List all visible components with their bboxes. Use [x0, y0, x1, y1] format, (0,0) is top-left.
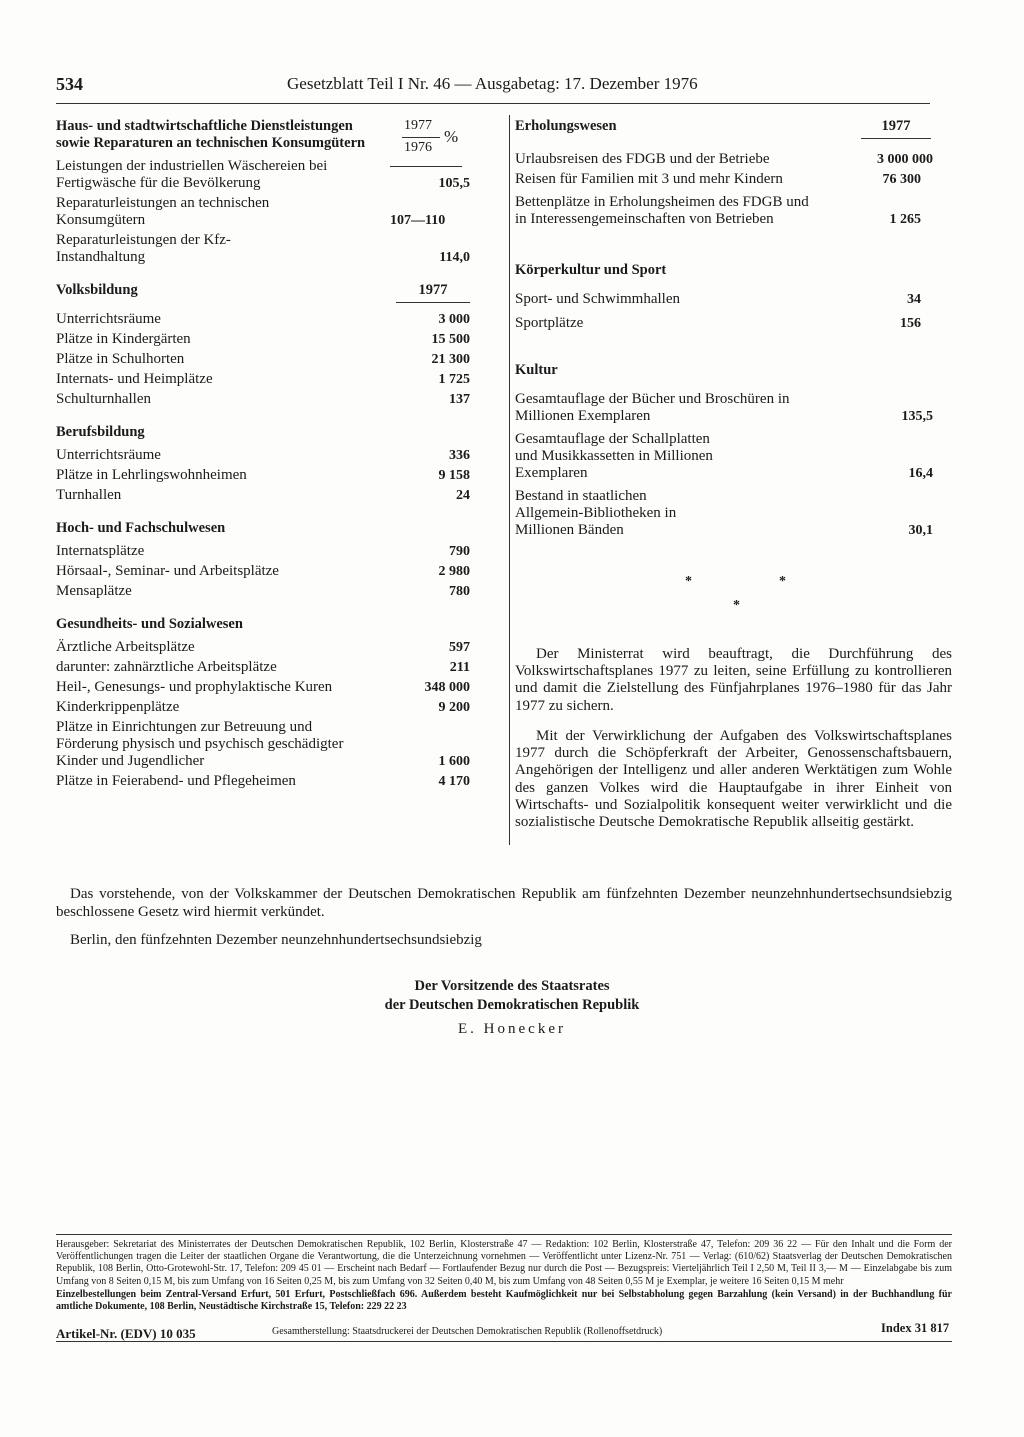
percent-sign: %	[444, 127, 459, 146]
row-label: Gesamtauflage der Bücher und Broschüren in Millionen Exemplaren	[515, 391, 790, 424]
row-value: 156	[900, 316, 921, 331]
row-label: Plätze in Schulhorten	[56, 351, 185, 367]
signature-block	[0, 977, 1024, 1015]
row-value: 107—110	[390, 213, 446, 228]
asterisk: *	[733, 598, 740, 613]
row-value: 135,5	[901, 409, 933, 424]
ratio-year-bottom: 1976	[404, 140, 432, 155]
section-erholungswesen	[515, 118, 933, 228]
row-value: 137	[449, 392, 470, 407]
row-label: Gesamtauflage der Schallplatten und Musikkassetten in Millionen Exemplaren	[515, 431, 713, 481]
section-heading: Haus- und stadtwirtschaftliche Dienstleistungen sowie Reparaturen an technischen Konsumgütern	[56, 118, 366, 151]
row-label: Hörsaal-, Seminar- und Arbeitsplätze	[56, 563, 279, 579]
row-label: Reisen für Familien mit 3 und mehr Kindern	[515, 171, 783, 187]
row-label: Ärztliche Arbeitsplätze	[56, 639, 195, 655]
table-row	[56, 487, 470, 504]
table-row	[515, 171, 933, 188]
row-label: Unterrichtsräume	[56, 447, 161, 463]
row-label: Plätze in Lehrlingswohnheimen	[56, 467, 247, 483]
ratio-bar	[402, 137, 440, 138]
ratio-header	[390, 118, 470, 160]
table-row	[56, 351, 470, 368]
row-label: Sport- und Schwimmhallen	[515, 291, 680, 307]
row-value: 114,0	[439, 250, 470, 265]
row-label: Reparaturleistungen an technischen Konsumgütern	[56, 195, 270, 228]
row-value: 1 265	[889, 212, 921, 227]
row-value: 790	[449, 544, 470, 559]
ratio-year-top: 1977	[404, 118, 432, 133]
table-row	[56, 447, 470, 464]
page-header	[56, 74, 926, 98]
row-value: 76 300	[882, 172, 921, 187]
row-value: 1 600	[438, 754, 470, 769]
row-value: 780	[449, 584, 470, 599]
row-label: Internats- und Heimplätze	[56, 371, 213, 387]
table-row	[515, 315, 933, 332]
section-volksbildung	[56, 282, 470, 408]
row-label: Plätze in Einrichtungen zur Betreuung und Förderung physisch und psychisch geschädigter Kinder und Jugendlicher	[56, 719, 344, 769]
row-value: 2 980	[438, 564, 470, 579]
row-label: Leistungen der industriellen Wäschereien bei Fertigwäsche für die Bevölkerung	[56, 158, 328, 191]
year-column-header	[396, 282, 470, 303]
row-label: Bestand in staatlichen Allgemein-Bibliotheken in Millionen Bänden	[515, 488, 677, 538]
section-heading: Berufsbildung	[56, 424, 145, 440]
section-hochschulwesen	[56, 520, 470, 600]
row-label: Heil-, Genesungs- und prophylaktische Kuren	[56, 679, 333, 695]
section-heading: Hoch- und Fachschulwesen	[56, 520, 226, 536]
section-heading: Volksbildung	[56, 282, 138, 298]
row-value: 21 300	[431, 352, 470, 367]
section-heading: Kultur	[515, 362, 558, 378]
imprint	[56, 1239, 952, 1313]
right-column	[515, 118, 933, 555]
table-row	[56, 563, 470, 580]
page-number: 534	[56, 74, 83, 94]
asterisk: *	[779, 574, 786, 589]
row-value: 3 000	[438, 312, 470, 327]
table-row	[56, 467, 470, 484]
column-divider	[509, 115, 510, 845]
section-kultur	[515, 362, 933, 539]
left-column	[56, 118, 470, 806]
section-haus	[56, 118, 470, 266]
section-koerperkultur	[515, 262, 933, 332]
row-label: Sportplätze	[515, 315, 584, 331]
year-column-header	[861, 118, 931, 139]
row-label: Plätze in Feierabend- und Pflegeheimen	[56, 773, 296, 789]
signature-title-line1: Der Vorsitzende des Staatsrates	[414, 978, 610, 994]
row-value: 24	[456, 488, 470, 503]
row-label: Plätze in Kindergärten	[56, 331, 191, 347]
row-value: 30,1	[908, 523, 933, 538]
row-label: Bettenplätze in Erholungsheimen des FDGB und in Interessengemeinschaften von Betrieben	[515, 194, 809, 227]
section-heading: Körperkultur und Sport	[515, 262, 667, 278]
row-label: Internatsplätze	[56, 543, 145, 559]
row-value: 4 170	[438, 774, 470, 789]
table-row	[515, 431, 933, 482]
row-value: 9 158	[438, 468, 470, 483]
year-label: 1977	[861, 118, 931, 139]
table-row	[56, 391, 470, 408]
row-value: 348 000	[424, 680, 470, 695]
signatory-name: E. Honecker	[458, 1021, 566, 1037]
row-value: 336	[449, 448, 470, 463]
table-row	[515, 151, 933, 168]
row-label: Reparaturleistungen der Kfz-Instandhaltung	[56, 232, 231, 265]
row-label: Urlaubsreisen des FDGB und der Betriebe	[515, 151, 770, 167]
column-rule	[390, 166, 462, 167]
table-row	[56, 311, 470, 328]
section-heading: Erholungswesen	[515, 118, 617, 134]
gazette-title: Gesetzblatt Teil I Nr. 46 — Ausgabetag: 17. Dezember 1976	[287, 74, 698, 93]
row-value: 16,4	[908, 466, 933, 481]
signature-title-line2: der Deutschen Demokratischen Republik	[384, 997, 640, 1013]
section-gesundheit	[56, 616, 470, 790]
conclusion-paragraph: Mit der Verwirklichung der Aufgaben des Volkswirtschaftsplanes 1977 durch die Schöpferkraft der Arbeiter, Genossenschaftsbauern, Angehörigen der Intelligenz und aller anderen Werktätigen zum Wohle des ganzen Volkes wird die Hauptaufgabe in ihrer Einheit von Wirtschafts- und Sozialpolitik konsequent weiter verwirklicht und die sozialistische Deutsche Demokratische Republik allseitig gestärkt.	[515, 728, 952, 831]
table-row	[56, 679, 470, 696]
row-label: Unterrichtsräume	[56, 311, 161, 327]
row-value: 597	[449, 640, 470, 655]
printer-info: Gesamtherstellung: Staatsdruckerei der Deutschen Demokratischen Republik (Rollenoffsetdruck)	[272, 1326, 663, 1337]
year-label: 1977	[396, 282, 470, 303]
row-value: 34	[907, 292, 921, 307]
table-row	[515, 488, 933, 539]
table-row	[56, 773, 470, 790]
row-value: 1 725	[438, 372, 470, 387]
row-value: 211	[449, 660, 470, 675]
row-label: Kinderkrippenplätze	[56, 699, 180, 715]
footer-rule	[56, 1234, 952, 1235]
row-label: Mensaplätze	[56, 583, 132, 599]
row-label: darunter: zahnärztliche Arbeitsplätze	[56, 659, 277, 675]
table-row	[56, 158, 470, 192]
footer-rule-bottom	[56, 1341, 952, 1342]
table-row	[56, 699, 470, 716]
imprint-text: Herausgeber: Sekretariat des Ministerrates der Deutschen Demokratischen Republik, 102 Berlin, Klosterstraße 47 — Redaktion: 102 Berlin, Klosterstraße 47, Telefon: 209 36 22 — Für den Inhalt und die Form der Veröffentlichungen tragen die Leiter der staatlichen Organe die Verantwortung, die die Unterzeichnung vornehmen — Veröffentlicht unter Lizenz-Nr. 751 — Verlag: (610/62) Staatsverlag der Deutschen Demokratischen Republik, 108 Berlin, Otto-Grotewohl-Str. 17, Telefon: 209 45 01 — Erscheint nach Bedarf — Fortlaufender Bezug nur durch die Post — Bezugspreis: Vierteljährlich Teil I 2,50 M, Teil II 3,— M — Einzelabgabe bis zum Umfang von 8 Seiten 0,15 M, bis zum Umfang von 16 Seiten 0,25 M, bis zum Umfang von 32 Seiten 0,40 M, bis zum Umfang von 48 Seiten 0,55 M je Exemplar, je weitere 16 Seiten 0,15 M mehr	[56, 1239, 952, 1287]
section-heading: Gesundheits- und Sozialwesen	[56, 616, 243, 632]
proclamation-text: Das vorstehende, von der Volkskammer der Deutschen Demokratischen Republik am fünfzehnten Dezember neunzehnhundertsechsundsiebzig beschlossene Gesetz wird hiermit verkündet.	[56, 886, 952, 920]
table-row	[56, 543, 470, 560]
table-row	[56, 639, 470, 656]
table-row	[56, 195, 470, 229]
table-row	[56, 659, 470, 676]
row-label: Turnhallen	[56, 487, 122, 503]
table-row	[56, 232, 470, 266]
header-rule	[56, 103, 930, 104]
table-row	[515, 291, 933, 308]
row-value: 15 500	[431, 332, 470, 347]
table-row	[56, 331, 470, 348]
index-number: Index 31 817	[881, 1321, 950, 1335]
table-row	[515, 391, 933, 425]
row-value: 3 000 000	[877, 152, 933, 167]
row-value: 105,5	[438, 176, 470, 191]
row-value: 9 200	[438, 700, 470, 715]
row-label: Schulturnhallen	[56, 391, 151, 407]
section-berufsbildung	[56, 424, 470, 504]
table-row	[56, 719, 470, 770]
table-row	[56, 371, 470, 388]
table-row	[56, 583, 470, 600]
ministerrat-paragraph: Der Ministerrat wird beauftragt, die Durchführung des Volkswirtschaftsplanes 1977 zu leiten, seine Erfüllung zu kontrollieren und damit die Zielstellung des Fünfjahrplanes 1976–1980 für das Jahr 1977 zu sichern.	[515, 646, 952, 714]
place-date: Berlin, den fünfzehnten Dezember neunzehnhundertsechsundsiebzig	[70, 932, 482, 948]
table-row	[515, 194, 933, 228]
order-info: Einzelbestellungen beim Zentral-Versand Erfurt, 501 Erfurt, Postschließfach 696. Außerdem besteht Kaufmöglichkeit nur bei Selbstabholung gegen Barzahlung (kein Versand) in der Buchhandlung für amtliche Dokumente, 108 Berlin, Neustädtische Kirchstraße 15, Telefon: 229 22 23	[56, 1288, 952, 1313]
asterisk: *	[685, 574, 692, 589]
article-number: Artikel-Nr. (EDV) 10 035	[56, 1326, 196, 1341]
